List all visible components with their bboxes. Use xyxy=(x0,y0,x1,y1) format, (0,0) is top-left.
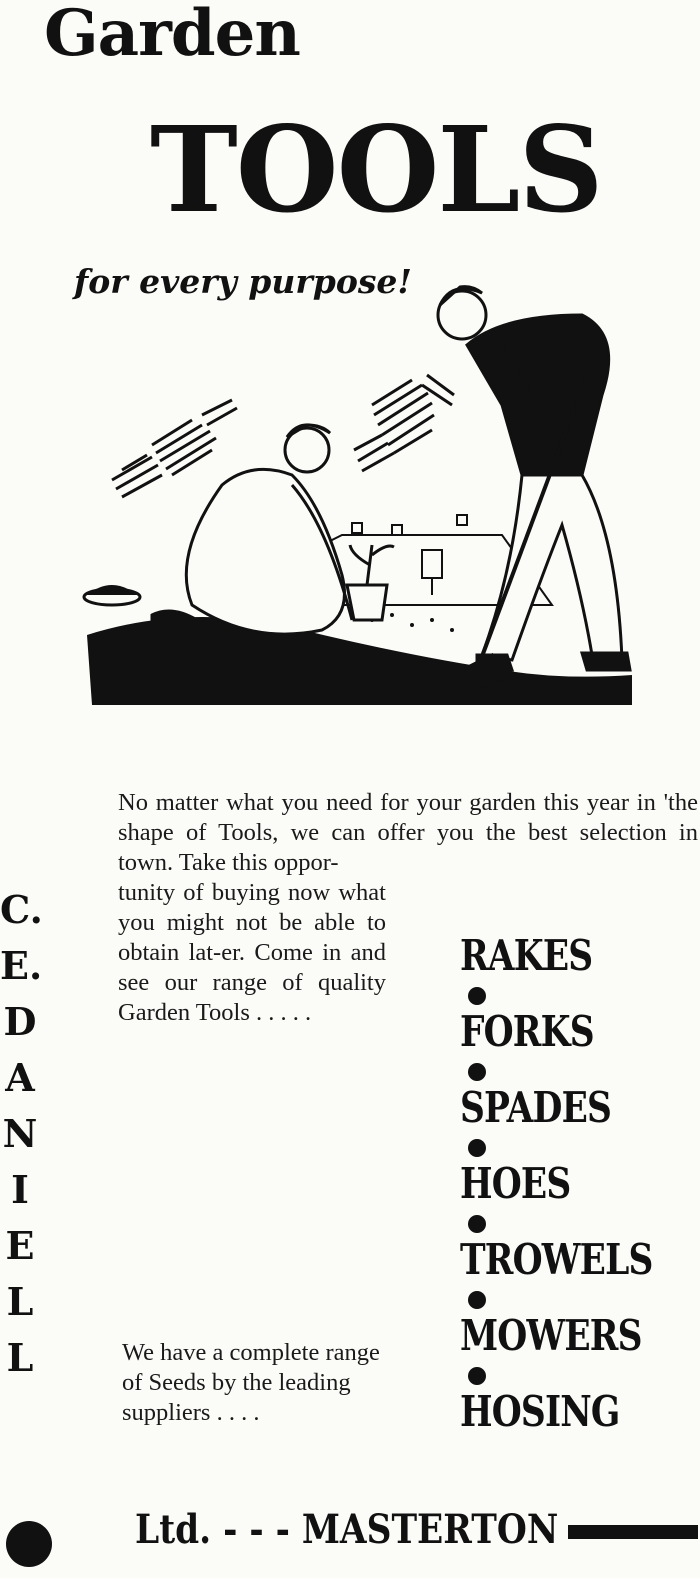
vertical-company-name xyxy=(0,882,43,1386)
tool-item: FORKS xyxy=(460,1007,594,1056)
name-letter: N xyxy=(2,1111,38,1156)
tools-list xyxy=(460,933,695,1435)
bullet-icon xyxy=(468,1139,486,1157)
name-letter: A xyxy=(5,1055,35,1100)
intro-paragraph: No matter what you need for your garden this year in 'the shape of Tools, we can offer you the best selection in town. Take this oppor- xyxy=(118,789,698,876)
cloud-left-icon xyxy=(112,400,237,497)
name-letter: L xyxy=(6,1279,34,1324)
tool-item: TROWELS xyxy=(460,1235,653,1284)
bullet-icon xyxy=(468,987,486,1005)
name-letter: D xyxy=(3,999,37,1044)
gardening-illustration xyxy=(82,275,642,715)
heading-garden: Garden xyxy=(44,0,300,71)
tool-item: HOES xyxy=(460,1159,571,1208)
bullet-icon xyxy=(468,1063,486,1081)
cloud-right-icon xyxy=(354,375,454,471)
name-letter: E. xyxy=(0,943,43,988)
tool-item: SPADES xyxy=(460,1083,612,1132)
tool-item: MOWERS xyxy=(460,1311,642,1360)
footer-dot-icon xyxy=(6,1521,52,1567)
heading-tools: TOOLS xyxy=(150,100,602,239)
bullet-icon xyxy=(468,1215,486,1233)
name-letter: C. xyxy=(0,887,43,932)
name-letter: E xyxy=(5,1223,35,1268)
intro-paragraph-continued: tunity of buying now what you might not be able to obtain lat-er. Come in and see our range of quality Garden Tools . . . . . xyxy=(118,879,386,1026)
footer-rule xyxy=(568,1525,698,1539)
bullet-icon xyxy=(468,1291,486,1309)
tagline: for every purpose! xyxy=(74,262,412,301)
name-letter: I xyxy=(11,1167,29,1212)
seeds-paragraph: We have a complete range of Seeds by the leading suppliers . . . . xyxy=(122,1339,380,1426)
tool-item: HOSING xyxy=(460,1387,620,1436)
bullet-icon xyxy=(468,1367,486,1385)
tool-item: RAKES xyxy=(460,931,593,980)
name-letter: L xyxy=(6,1335,34,1380)
footer-text: Ltd. - - - MASTERTON xyxy=(135,1506,559,1553)
